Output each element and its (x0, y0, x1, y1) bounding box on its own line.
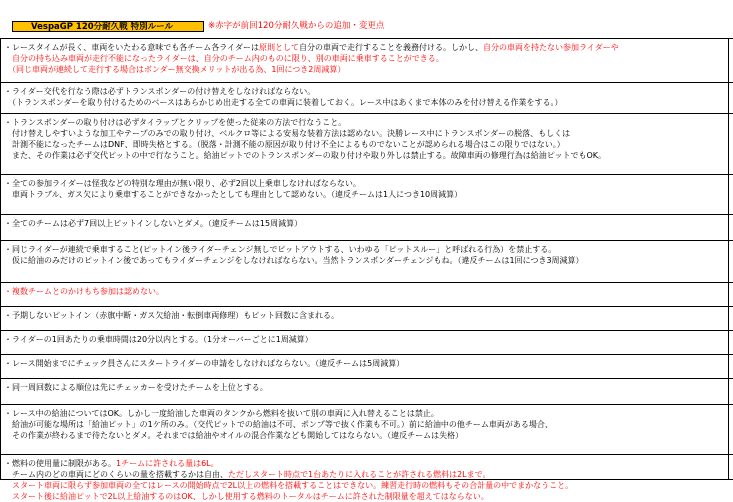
rule-line (4, 128, 724, 139)
rule-text-segment: （トランスポンダーを取り付けるためのベースはあらかじめ出走する全ての車両に装着しておく。レース中はあくまで本体のみを付け替える作業をする。） (4, 98, 563, 107)
rule-text-changed: 自分の持ち込み車両が走行不能になったライダーは、自分のチーム内のものに限り、別の車両に乗車することができる。 (4, 54, 444, 63)
rule-line (4, 150, 724, 161)
rule-row (0, 240, 733, 282)
rule-text-segment: ・ライダー交代を行なう際は必ずトランスポンダーの付け替えをしなければならない。 (4, 87, 316, 96)
rule-text-segment: また、その作業は必ず交代ピットの中で行なうこと。給油ピットでのトランスポンダーの取り付けや取り外しは禁止する。故障車両の修理行為は給油ピットでもOK。 (4, 151, 607, 160)
rule-text-changed: （同じ車両が連続して走行する場合はボンダー無交換メリットが出る為、1回につき2周減算） (4, 65, 346, 74)
rule-text-changed: 原則として (259, 43, 300, 52)
rule-text (4, 218, 724, 229)
rule-text-segment: ・トランスポンダーの取り付けは必ずタイラップとクリップを使った従来の方法で行なうこと。 (4, 118, 347, 127)
rule-text-changed: 自分の車両を持たない参加ライダーや (483, 43, 619, 52)
rule-row (0, 82, 733, 113)
rule-line (4, 139, 724, 150)
rule-text-changed: スタート車両に限らず参加車両の全てはレースの開始時点で2L以上の燃料を搭載することはできない。練習走行時の燃料もその合計量の中でまかなうこと。 (4, 481, 574, 490)
rule-text-segment: ・レース開始までにチェック員さんにスタートライダーの申請をしなければならない。（違反チームは5周減算） (4, 359, 405, 368)
rule-line (4, 491, 724, 502)
rule-text (4, 178, 724, 200)
rule-row (0, 38, 733, 82)
rule-row (0, 354, 733, 378)
rule-line (4, 430, 724, 441)
rule-row (0, 306, 733, 330)
rule-text (4, 244, 724, 266)
rule-text-segment: 車両トラブル、ガス欠により乗車することができなかったとしても理由として認めない。（違反チームは1人につき10周減算） (4, 190, 463, 199)
rule-text-segment: その作業が終わるまで待たないとダメ。それまでは給油やオイルの混合作業なども開始してはならない。（違反チームは失格） (4, 431, 464, 440)
rule-text (4, 458, 724, 502)
rule-line (4, 382, 724, 393)
rule-text-segment: ・同じライダーが連続で乗車すること(ピットイン後ライダーチェンジ無しでピットアウトする、いわゆる「ピットスルー」と呼ばれる行為）を禁止する。 (4, 245, 557, 254)
rule-line (4, 97, 724, 108)
rule-text-segment: 給油が可能な場所は「給油ピット」の1ケ所のみ。（交代ピットでの給油は不可、ポンプ等で抜く作業も不可。）前に給油中の他チーム車両がある場合、 (4, 420, 553, 429)
rule-text (4, 334, 724, 345)
rule-text-changed: ・複数チームとのかけもち参加は認めない。 (4, 287, 164, 296)
rule-line (4, 310, 724, 321)
rule-text-segment: ・レースタイムが長く、車両をいたわる意味でも各チーム各ライダーは (4, 43, 260, 52)
rule-text-segment: チーム内のどの車両にどのくらいの量を搭載するかは自由、 (4, 470, 228, 479)
rule-text (4, 42, 724, 75)
rule-text-segment: ・全ての参加ライダーは怪我などの特別な理由が無い限り、必ず2回以上乗車しなければならない。 (4, 179, 361, 188)
rule-line (4, 244, 724, 255)
rule-line (4, 53, 724, 64)
rule-line (4, 64, 724, 75)
rule-line (4, 86, 724, 97)
rule-text (4, 286, 724, 297)
rules-title: VespaGP 120分耐久戦 特別ルール (12, 21, 204, 32)
rule-row (0, 174, 733, 214)
rule-text-changed: 1チームに許される量は6L。 (116, 459, 219, 468)
rule-line (4, 189, 724, 200)
rule-line (4, 408, 724, 419)
rule-row (0, 378, 733, 404)
rule-text (4, 310, 724, 321)
rule-line (4, 42, 724, 53)
rule-text (4, 358, 724, 369)
rule-text-segment: ・予期しないピットイン（赤旗中断・ガス欠給油・転倒車両修理）もピット回数に含まれる。 (4, 311, 339, 320)
rule-text-segment: ・全てのチームは必ず7回以上ピットインしないとダメ。（違反チームは15周減算） (4, 219, 303, 228)
rule-text-changed: スタート後に給油ピットで2L以上給油するのはOK、しかし使用する燃料のトータルはチームに許された制限量を超えてはならない。 (4, 492, 489, 501)
rule-line (4, 334, 724, 345)
rule-text-segment: 自分の車両で走行することを義務付ける。しかし、 (299, 43, 484, 52)
rule-line (4, 255, 724, 266)
rule-text-segment: 計測不能になったチームはDNF、即時失格とする。（脱落・計測不能の原因が取り付け不全によるものでないことが認められる場合はこの限りではない。） (4, 140, 565, 149)
change-note: ※赤字が前回120分耐久戦からの追加・変更点 (208, 21, 385, 31)
rule-line (4, 178, 724, 189)
rule-row (0, 113, 733, 174)
rule-row (0, 454, 733, 501)
rule-text-segment: 仮に給油のみだけのピットイン後であってもライダーチェンジをしなければならない。当然トランスポンダーチェンジもね。（違反チームは1回につき3周減算） (4, 256, 584, 265)
rule-line (4, 358, 724, 369)
rule-text-segment: ・同一周回数による順位は先にチェッカーを受けたチームを上位とする。 (4, 383, 268, 392)
rule-text-segment: ・ライダーの1回あたりの乗車時間は20分以内とする。（1分オーバーごとに1周減算） (4, 335, 313, 344)
sheet-header (0, 21, 733, 33)
rule-text-segment: ・レース中の給油についてはOK。しかし一度給油した車両のタンクから燃料を抜いて別の車両に入れ替えることは禁止。 (4, 409, 439, 418)
rule-text (4, 408, 724, 441)
rule-row (0, 330, 733, 354)
rule-text-segment: 付け替えしやすいような加工やテープのみでの取り付け、ベルクロ等による安易な装着方法は認めない。決勝レース中にトランスポンダーの脱落、もしくは (4, 129, 571, 138)
rule-row (0, 214, 733, 240)
rule-line (4, 117, 724, 128)
rule-line (4, 419, 724, 430)
rule-line (4, 458, 724, 469)
rule-text (4, 86, 724, 108)
rule-text (4, 382, 724, 393)
rule-row (0, 404, 733, 454)
rule-line (4, 480, 724, 491)
rule-text-changed: ただしスタート時点で1台あたりに入れることが許される燃料は2Lまで。 (228, 470, 491, 479)
rule-line (4, 218, 724, 229)
rule-text (4, 117, 724, 161)
rule-row (0, 282, 733, 306)
rules-table (0, 38, 733, 501)
rule-line (4, 286, 724, 297)
rule-text-segment: ・燃料の使用量に制限がある。 (4, 459, 116, 468)
